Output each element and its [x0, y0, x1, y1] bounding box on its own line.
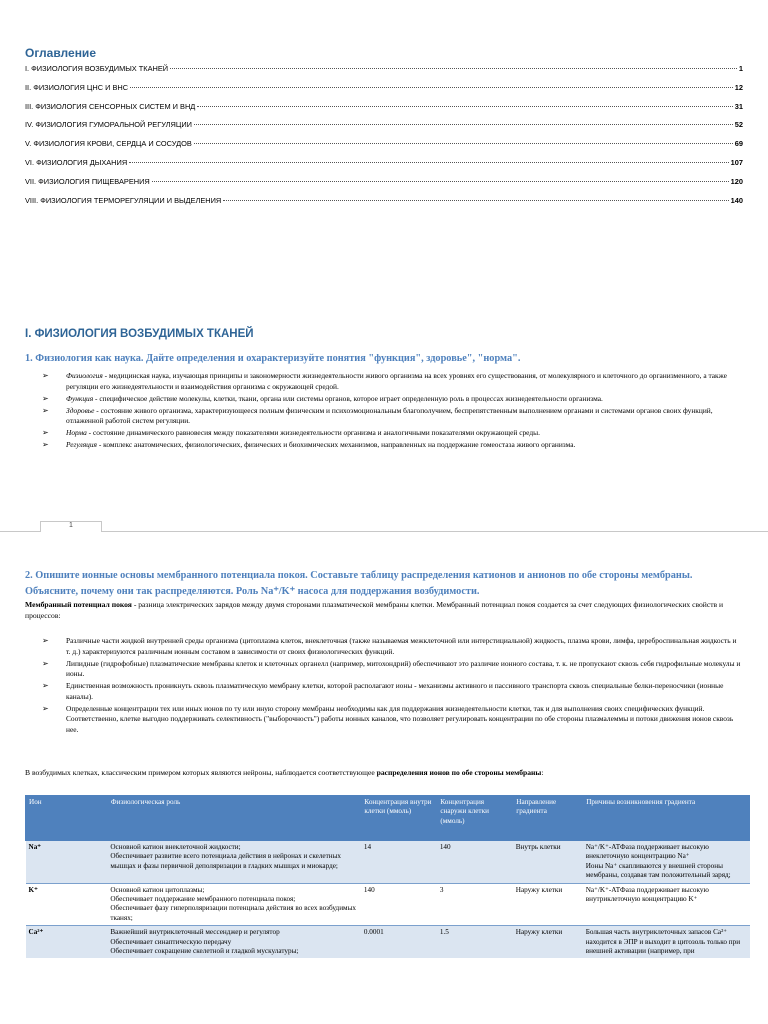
role-line: Обеспечивает поддержание мембранного потенциала покоя;: [110, 895, 296, 904]
arrow-bullet-icon: ➢: [42, 703, 49, 713]
toc-entry-label[interactable]: VII. ФИЗИОЛОГИЯ ПИЩЕВАРЕНИЯ: [25, 176, 150, 186]
term-definition: - комплекс анатомических, физиологических, физических и биохимических механизмов, направленных на поддержание гомеостаза живого организма.: [96, 440, 576, 449]
ion-name: Na⁺: [28, 843, 42, 851]
cause-line: Ионы Na⁺ скапливаются у внешней стороны мембраны, создавая там положительный заряд;: [585, 861, 731, 880]
toc-leader-dots: [194, 124, 733, 125]
role-line: Обеспечивает сокращение скелетной и гладкой мускулатуры;: [110, 947, 299, 956]
gradient-direction: Внутрь клетки: [513, 841, 583, 884]
term-definition: - специфическое действие молекулы, клетки, ткани, органа или системы органов, которое играет определенную роль в процессах жизнедеятельности организма.: [93, 393, 603, 403]
toc-entry-page: 52: [734, 120, 743, 130]
arrow-bullet-icon: ➢: [42, 371, 49, 380]
toc-entry[interactable]: [25, 139, 743, 158]
list-item: [42, 681, 742, 702]
arrow-bullet-icon: ➢: [42, 393, 49, 403]
list-item-text: Определенные концентрации тех или иных ионов по ту или иную сторону мембраны необходимы как для поддержания жизнедеятельности клетки, так и для выполнения своих специфических функций. Соответственно, клетке выгодно поддерживать селективность ("выборочность") работы ионных каналов, что позволяет регулировать концентрации по обе стороны плазмалеммы и потоки движения ионов сквозь нее.: [66, 703, 734, 734]
outside-concentration: 3: [437, 883, 513, 926]
ion-distribution-table: [25, 795, 750, 958]
table-of-contents: [25, 64, 743, 214]
role-line: Важнейший внутриклеточный мессенджер и регулятор: [110, 928, 280, 937]
toc-leader-dots: [129, 162, 728, 163]
term-definition: - состояние живого организма, характеризующееся полным физическим и психоэмоциональным благополучием, беспрепятственным выполнением органами и системами органов своих функций, отлаженной работой систем регуляции.: [66, 405, 713, 425]
gradient-direction: Наружу клетки: [513, 883, 583, 926]
term-definition: - медицинская наука, изучающая принципы и закономерности жизнедеятельности живого организма на всех уровнях его существования, от молекулярного и клеточного до организменного, а также регуляции его жизнедеятельности и взаимодействия организма с окружающей средой.: [66, 371, 727, 391]
gradient-direction: Наружу клетки: [513, 926, 583, 959]
role-line: Основной катион внеклеточной жидкости;: [110, 843, 241, 851]
cause-cell: [583, 841, 750, 884]
toc-leader-dots: [152, 181, 729, 182]
list-item-text: Различные части жидкой внутренней среды организма (цитоплазма клеток, внеклеточная (также называемая межклеточной или интерстициальной) жидкость, плазма крови, лимфа, цереброспинальная жидкость и т. д.) характеризуются различным ионным составом в зависимости от своих физиологических функций.: [66, 636, 737, 656]
toc-entry-page: 12: [734, 82, 743, 92]
column-header: Причины возникновения градиента: [583, 796, 750, 841]
toc-entry[interactable]: [25, 158, 743, 177]
ion-cell: [26, 841, 108, 884]
inside-concentration: 140: [361, 883, 437, 926]
arrow-bullet-icon: ➢: [42, 681, 49, 690]
arrow-bullet-icon: ➢: [42, 428, 49, 437]
arrow-bullet-icon: ➢: [42, 440, 49, 449]
cause-cell: [583, 926, 750, 959]
toc-entry[interactable]: [25, 120, 743, 139]
ion-name: Ca²⁺: [28, 928, 44, 937]
column-header: Концентрация внутри клетки (ммоль): [361, 796, 437, 841]
list-item-text: Липидные (гидрофобные) плазматические мембраны клеток и клеточных органелл (например, митохондрий) обеспечивают это различие ионного состава, т. к. не пропускают сквозь себя гидрофильные молекулы и ионы.: [66, 658, 741, 678]
list-item-text: Единственная возможность проникнуть сквозь плазматическую мембрану клетки, которой располагают ионы - механизмы активного и пассивного транспорта сквозь специальные белки-переносчики (ионные каналы).: [66, 681, 724, 701]
toc-entry[interactable]: [25, 177, 743, 196]
paragraph-bold: распределения ионов по обе стороны мембраны: [376, 768, 542, 777]
term: Функция: [66, 393, 94, 403]
inside-concentration: 0.0001: [361, 926, 437, 959]
toc-leader-dots: [170, 68, 737, 69]
distribution-paragraph: [25, 768, 743, 779]
cause-line: Большая часть внутриклеточных запасов Ca²⁺ находится в ЭПР и выходит в цитозоль только при внешней активации (например, при: [585, 928, 741, 956]
properties-list: [42, 636, 742, 737]
role-cell: [107, 841, 361, 884]
term: Здоровье: [66, 405, 95, 415]
toc-entry[interactable]: [25, 102, 743, 121]
membrane-potential-definition: [25, 600, 743, 621]
table-row: [26, 841, 750, 884]
toc-entry-label[interactable]: IV. ФИЗИОЛОГИЯ ГУМОРАЛЬНОЙ РЕГУЛЯЦИИ: [25, 120, 192, 130]
role-cell: [107, 926, 361, 959]
toc-entry-page: 107: [730, 157, 743, 167]
term: Регуляция: [66, 440, 97, 449]
toc-entry[interactable]: [25, 83, 743, 102]
arrow-bullet-icon: ➢: [42, 658, 49, 668]
toc-entry-label[interactable]: VIII. ФИЗИОЛОГИЯ ТЕРМОРЕГУЛЯЦИИ И ВЫДЕЛЕНИЯ: [25, 195, 222, 205]
question-2-title: 2. Опишите ионные основы мембранного потенциала покоя. Составьте таблицу распределения катионов и анионов по обе стороны мембраны. Объясните, почему они так распределяются. Роль Na⁺/K⁺ насоса для поддержания возбудимости.: [25, 570, 693, 597]
page-break-line: [0, 531, 768, 532]
section-heading: I. ФИЗИОЛОГИЯ ВОЗБУДИМЫХ ТКАНЕЙ: [25, 328, 254, 340]
table-header-row: [26, 796, 750, 841]
term-definition: - состояние динамического равновесия между показателями жизнедеятельности организма и аналогичными показателями окружающей среды.: [86, 428, 540, 437]
term: Норма: [66, 428, 87, 437]
toc-entry-page: 140: [730, 195, 743, 205]
list-item: [42, 440, 742, 451]
toc-leader-dots: [197, 106, 732, 107]
role-line: Обеспечивает развитие всего потенциала действия в нейронах и скелетных мышцах и фазы первичной деполяризации в гладких мышцах и миокарде;: [110, 852, 342, 870]
column-header: Концентрация снаружи клетки (ммоль): [437, 796, 513, 841]
column-header: Физиологическая роль: [107, 796, 361, 841]
outside-concentration: 140: [437, 841, 513, 884]
list-item: [42, 406, 742, 427]
list-item: [42, 394, 742, 405]
cause-line: Na⁺/K⁺-АТФаза поддерживает высокую внеклеточную концентрацию Na⁺: [585, 843, 709, 861]
role-line: Основной катион цитоплазмы;: [110, 885, 205, 894]
list-item: [42, 659, 742, 680]
arrow-bullet-icon: ➢: [42, 405, 49, 415]
list-item: [42, 704, 742, 736]
outside-concentration: 1.5: [437, 926, 513, 959]
toc-entry-label[interactable]: II. ФИЗИОЛОГИЯ ЦНС И ВНС: [25, 82, 129, 92]
toc-entry-page: 1: [738, 64, 743, 73]
ion-cell: [26, 926, 108, 959]
question-1-title: 1. Физиология как наука. Дайте определения и охарактеризуйте понятия "функция", здоровье", "норма".: [25, 353, 521, 364]
role-cell: [107, 883, 361, 926]
list-item: [42, 371, 742, 392]
toc-leader-dots: [130, 87, 733, 88]
toc-entry-label[interactable]: I. ФИЗИОЛОГИЯ ВОЗБУДИМЫХ ТКАНЕЙ: [25, 64, 169, 73]
page-number: 1: [40, 521, 102, 532]
toc-entry-page: 120: [730, 176, 743, 186]
toc-entry[interactable]: [25, 64, 743, 83]
cause-cell: [583, 883, 750, 926]
table-row: [26, 926, 750, 959]
inside-concentration: 14: [361, 841, 437, 884]
definition-list: [42, 371, 742, 452]
paragraph-end: :: [541, 768, 544, 777]
role-line: Обеспечивает фазу гиперполяризации потенциала действия во всех возбудимых тканях;: [110, 904, 357, 922]
list-item: [42, 636, 742, 657]
toc-entry-page: 69: [734, 139, 743, 149]
column-header: Направление градиента: [513, 796, 583, 841]
table-row: [26, 883, 750, 926]
ion-cell: [26, 883, 108, 926]
definition-text: - разница электрических зарядов между двумя сторонами плазматической мембраны клетки. Мембранный потенциал покоя создается за счет следующих физиологических свойств и процессов:: [25, 600, 724, 620]
column-header: Ион: [26, 796, 108, 841]
toc-title: Оглавление: [25, 46, 96, 60]
role-line: Обеспечивает синаптическую передачу: [110, 937, 232, 946]
toc-entry-page: 31: [734, 101, 743, 111]
term: Физиология: [66, 371, 103, 380]
toc-entry-label[interactable]: VI. ФИЗИОЛОГИЯ ДЫХАНИЯ: [25, 157, 128, 167]
paragraph-text: В возбудимых клетках, классическим примером которых являются нейроны, наблюдается соответствующее: [25, 768, 377, 777]
toc-leader-dots: [194, 143, 733, 144]
cause-line: Na⁺/K⁺-АТФаза поддерживает высокую внутриклеточную концентрацию K⁺: [585, 885, 709, 904]
toc-entry-label[interactable]: V. ФИЗИОЛОГИЯ КРОВИ, СЕРДЦА И СОСУДОВ: [25, 139, 192, 149]
ion-name: K⁺: [28, 885, 38, 894]
toc-entry-label[interactable]: III. ФИЗИОЛОГИЯ СЕНСОРНЫХ СИСТЕМ И ВНД: [25, 101, 196, 111]
list-item: [42, 428, 742, 439]
toc-leader-dots: [223, 200, 728, 201]
definition-term: Мембранный потенциал покоя: [25, 600, 132, 609]
toc-entry[interactable]: [25, 196, 743, 215]
arrow-bullet-icon: ➢: [42, 636, 49, 645]
